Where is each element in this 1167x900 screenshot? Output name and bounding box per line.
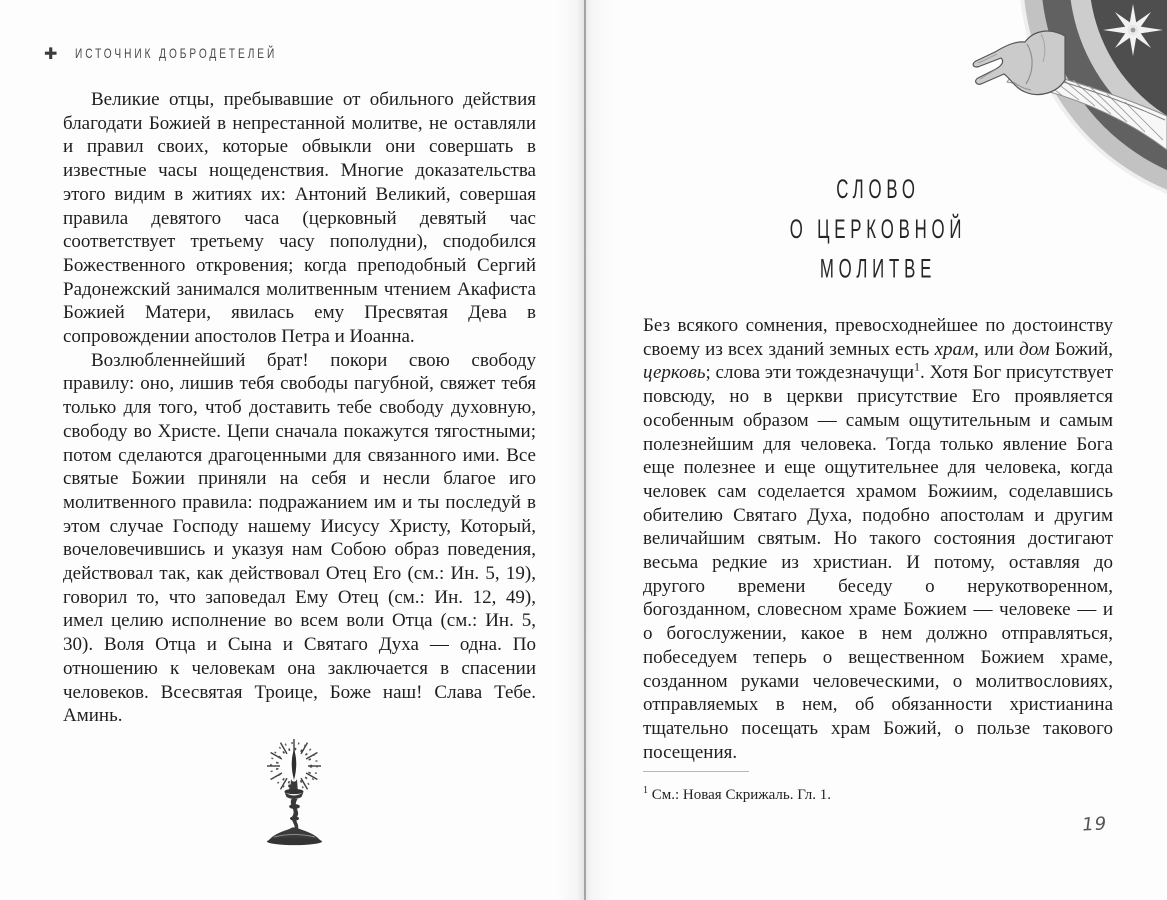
left-page xyxy=(0,0,575,900)
base-foot xyxy=(267,838,322,845)
footnote xyxy=(643,781,1113,805)
right-page-text-block: Без всякого сомнения, превосходнейшее по достоинству своему из всех зданий земных есть храм, или дом Божий, церковь; слова эти тождезначущи$^1$. Хотя Бог присутствует повсюду, но в церкви присутствие Его проявляется особенным образом — самым ощутительным и самым полезнейшим для человека. Тогда только явление Бога еще полезнее и еще ощутительнее для человека, когда человек сам соделается храмом Божиим, соделавшись обителию Святаго Духа, подобно апостолам и другим величайшим святым. Но такого состояния достигают весьма редкие из христиан. И потому, оставляя до другого времени беседу о нерукотворенном, богозданном, словесном храме Божием — человеке — и о богослужении, какое в нем должно отправляться, побеседуем теперь о вещественном Божием храме, созданном руками человеческими, о молитвословиях, отправляемых в нем, об обязанности христианина тщательно посещать храм Божий, о пользе такового посещения. xyxy=(643,315,1113,763)
right-page xyxy=(585,0,1167,900)
chapter-title-line: СЛОВО xyxy=(836,175,920,205)
chapter-title-line: МОЛИТВЕ xyxy=(819,254,937,284)
stem-knob xyxy=(290,816,299,820)
footnote-divider xyxy=(643,771,749,772)
paragraph: Возлюбленнейший брат! покори свою свободу правилу: оно, лишив тебя свободы пагубной, свяжет тебя только для того, чтоб доставить тебе свободу духовную, свободу во Христе. Цепи сначала покажутся тягостными; потом сделаются драгоценными для связанного ими. Все святые Божии приняли на себя и несли благое иго молитвенного правила: подражанием им и ты последуй в этом случае Господу нашему Иисусу Христу, Который, вочеловечившись и указуя нам Собою образ поведения, действовал так, как действовал Отец Его (см.: Ин. 5, 19), говорил то, что заповедал Ему Отец (см.: Ин. 12, 49), имел целию исполнение во всем воли Отца (см.: Ин. 5, 30). Воля Отца и Сына и Святаго Духа — одна. По отношению к человекам она заключается в спасении человеков. Всесвятая Троице, Боже наш! Слава Тебе. Аминь. xyxy=(63,349,536,727)
wax-drip xyxy=(288,784,291,787)
blessing-hand xyxy=(973,31,1065,94)
candle-illustration xyxy=(252,733,342,851)
paragraph: Великие отцы, пребывавшие от обильного действия благодати Божией в непрестанной молитве, не оставляли и правил своих, которые обвыкли они совершать в известные часы нощеденствия. Многие доказательства этого видим в житиях их: Антоний Великий, совершая правила девятого часа (церковный девятый час соответствует третьему часу пополудни), сподобился Божественного откровения; когда преподобный Сергий Радонежский занимался молитвенным чтением Акафиста Божией Матери, явилась ему Пресвятая Дева в сопровождении апостолов Петра и Иоанна. xyxy=(63,89,536,348)
chapter-title-line: О ЦЕРКОВНОЙ xyxy=(789,214,967,245)
footnote-text: См.: Новая Скрижаль. Гл. 1. xyxy=(648,787,832,803)
footnote-marker: 1 xyxy=(643,785,648,796)
chapter-title xyxy=(690,170,1066,289)
bobeche-rim xyxy=(285,789,304,794)
candlestick-stem xyxy=(291,799,298,830)
running-header xyxy=(44,46,295,62)
page-number: 19 xyxy=(1080,813,1109,836)
flame xyxy=(292,749,297,780)
left-page-text-block xyxy=(63,88,536,728)
running-header-title: ИСТОЧНИК ДОБРОДЕТЕЛЕЙ xyxy=(75,46,278,62)
stem-knob xyxy=(289,804,300,809)
cross-icon: ✚ xyxy=(44,44,58,63)
